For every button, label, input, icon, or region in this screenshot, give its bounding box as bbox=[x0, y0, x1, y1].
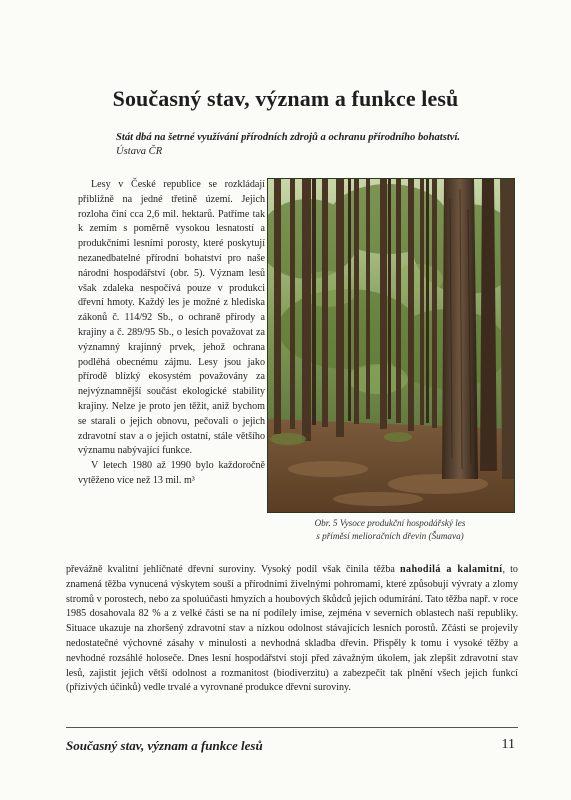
footer-rule bbox=[66, 727, 518, 728]
paragraph-1: Lesy v České republice se rozkládají přibližně na jedné třetině území. Jejich rozloha činí cca 2,6 mil. hektarů. Patříme tak k zemím s poměrně vysokou lesnatostí a produkčními lesními porosty, které poskytují nezanedbatelné přírodní bohatství pro naše národní hospodářství (obr. 5). Význam lesů však zdaleka nespočívá pouze v produkci dřevní hmoty. Každý les je možné z hlediska zákonů č. 114/92 Sb., o ochraně přírody a krajiny a č. 289/95 Sb., o lesích považovat za významný krajinný prvek, jehož ochrana podléhá obecnému zájmu. Lesy jsou jako přírodě blízký ekosystém považovány za nejvýznamnější součást ekologické stability krajiny. Nelze je proto jen těžit, aniž bychom se starali o jejich obnovu, pečovali o jejich zdravotní stav a o jejich ostatní, stále většího významu nabývající funkce. bbox=[78, 179, 265, 457]
footer-title: Současný stav, význam a funkce lesů bbox=[66, 738, 263, 753]
motto-quote: Stát dbá na šetrné využívání přírodních zdrojů a ochranu přírodního bohatství. bbox=[116, 132, 461, 143]
forest-photo bbox=[267, 178, 515, 513]
bold-term: nahodilá a kalamitní bbox=[400, 564, 503, 575]
page-number: 11 bbox=[501, 737, 515, 752]
full-width-paragraph bbox=[66, 563, 518, 696]
figure-caption bbox=[266, 517, 514, 543]
motto bbox=[116, 131, 536, 159]
caption-line-2: s příměsí melioračních dřevin (Šumava) bbox=[316, 531, 464, 541]
paragraph-2-continuation-b: , to znamená těžba vynucená výskytem souší a přírodními živelnými pohromami, které způsobují vývraty a zlomy stromů v porostech, nebo za spoluúčasti hmyzích a houbových škůdců jejich odumírání. Tato těžba např. v roce 1985 dosahovala 82 % a z velké části se na ní podílely imise, zejména v severních oblastech naší republiky. Situace ukazuje na zhoršený zdravotní stav a nízkou odolnost stávajících lesních porostů. Zčásti se projevily nedostatečné výchovné zásahy v minulosti a nevhodná skladba dřevin. Přispěly k tomu i vysoké těžby a nevhodné rozsáhlé holoseče. Dnes lesní hospodářství stojí před závažným úkolem, jak zlepšit zdravotní stav lesů, zajistit jejich větší odolnost a rozmanitost (biodiverzitu) a zabezpečit tak plnění všech jejich funkcí (přízivých účinků) vedle trvalé a vyrovnané produkce dřevní suroviny. bbox=[66, 564, 518, 694]
left-column-text bbox=[78, 178, 265, 489]
paragraph-2-continuation-a: převážně kvalitní jehličnaté dřevní suroviny. Vysoký podíl však činila těžba bbox=[66, 564, 401, 575]
caption-line-1: Obr. 5 Vysoce produkční hospodářský les bbox=[314, 518, 466, 528]
motto-source: Ústava ČR bbox=[116, 146, 163, 157]
page-title: Současný stav, význam a funkce lesů bbox=[112, 86, 459, 111]
paragraph-2-start: V letech 1980 až 1990 bylo každoročně vytěženo více než 13 mil. m³ bbox=[78, 460, 265, 486]
